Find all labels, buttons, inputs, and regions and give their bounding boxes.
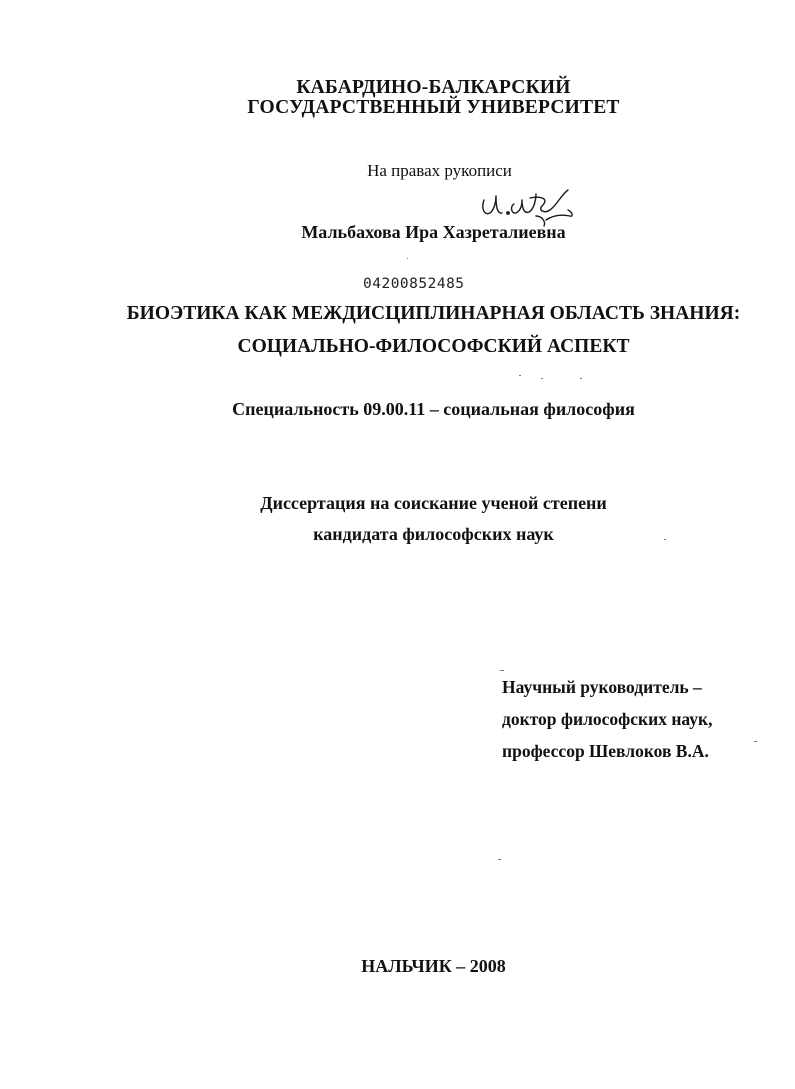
scan-speck [541,378,543,379]
supervisor-name: профессор Шевлоков В.А. [502,741,709,761]
dissertation-title-line2: СОЦИАЛЬНО-ФИЛОСОФСКИЙ АСПЕКТ [237,336,630,357]
catalog-number: 04200852485 [363,276,465,292]
degree-line2: кандидата философских наук [313,524,554,544]
scan-speck [664,539,666,540]
scan-speck [754,741,757,742]
university-name-line2: ГОСУДАРСТВЕННЫЙ УНИВЕРСИТЕТ [247,97,620,118]
specialty-line: Специальность 09.00.11 – социальная философия [232,399,635,419]
manuscript-rights-note: На правах рукописи [367,161,512,180]
supervisor-label: Научный руководитель – [502,677,702,697]
scan-speck [407,258,408,259]
scan-speck [498,859,501,860]
author-name: Мальбахова Ира Хазреталиевна [301,222,566,242]
scan-speck [580,378,582,379]
degree-line1: Диссертация на соискание ученой степени [260,493,607,513]
scan-speck [500,670,504,671]
city-and-year: НАЛЬЧИК – 2008 [361,956,506,976]
scan-speck [519,375,521,376]
university-name-line1: КАБАРДИНО-БАЛКАРСКИЙ [296,77,571,98]
dissertation-title-line1: БИОЭТИКА КАК МЕЖДИСЦИПЛИНАРНАЯ ОБЛАСТЬ ЗНАНИЯ: [126,303,741,324]
supervisor-degree: доктор философских наук, [502,709,713,729]
